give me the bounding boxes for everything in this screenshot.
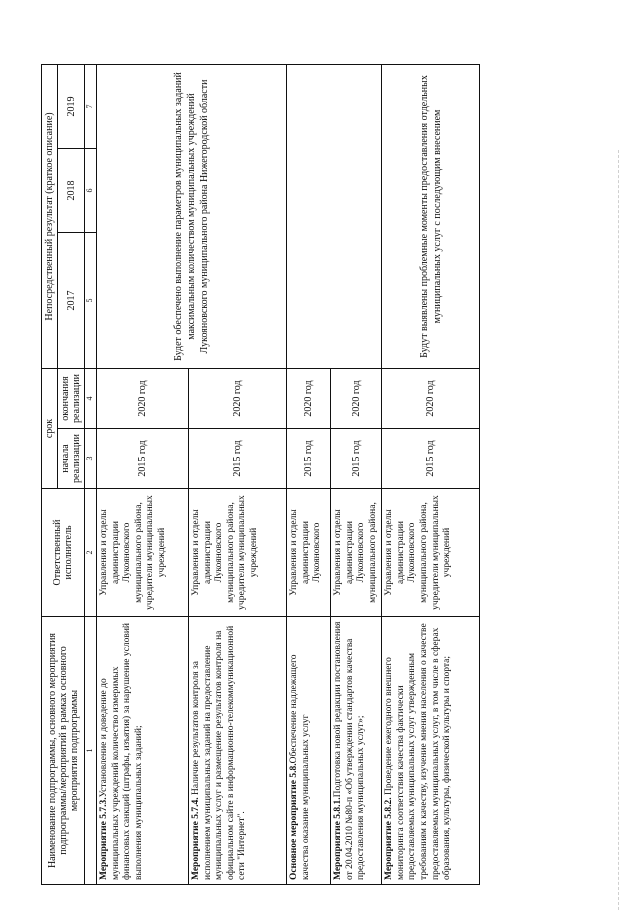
executor-cell: Управления и отделы администрации Лукояновского муниципального района,	[331, 489, 382, 617]
executor-cell: Управления и отделы администрации Лукояновского	[287, 489, 331, 617]
start-year-cell: 2015 год	[382, 429, 480, 489]
activity-cell	[189, 617, 287, 885]
activity-cell	[97, 617, 189, 885]
end-year-cell: 2020 год	[189, 368, 287, 428]
column-number: 3	[85, 429, 97, 489]
result-cell: Будут выявлены проблемные моменты предоставления отдельных муниципальных услуг с последующим внесением	[382, 64, 480, 368]
header-name: Наименование подпрограммы, основного мероприятия подпрограммы/мероприятий в рамках основного мероприятия подпрограммы	[42, 617, 85, 885]
activity-code: Основное мероприятие 5.8.	[289, 763, 299, 880]
column-number: 5	[85, 232, 97, 368]
activity-cell	[331, 617, 382, 885]
program-table	[41, 64, 480, 885]
activity-code: Мероприятие 5.8.2.	[384, 797, 395, 880]
activity-cell	[382, 617, 480, 885]
table-row	[97, 64, 189, 884]
table-row	[382, 64, 480, 884]
start-year-cell: 2015 год	[97, 429, 189, 489]
activity-cell	[287, 617, 331, 885]
end-year-cell: 2020 год	[97, 368, 189, 428]
executor-cell: Управления и отделы администрации Лукояновского муниципального района, учредители муниципальных учреждений	[189, 489, 287, 617]
activity-code: Мероприятие 5.7.3.	[99, 797, 109, 880]
start-year-cell: 2015 год	[287, 429, 331, 489]
activity-text: Подготовка новой редакции постановления от 20.04.2010 №80-п «Об утверждении стандартов качества предоставления муниципальных услуг»;	[333, 621, 367, 880]
activity-text: Наличие результатов контроля за исполнением муниципальных заданий на предоставление муниципальных услуг и размещение результатов контроля на официальном сайте в информационно-телекоммуникационной сети "Интернет".	[191, 625, 248, 880]
activity-code: Мероприятие 5.7.4.	[191, 797, 201, 880]
activity-text: Проведение ежегодного внешнего мониторинга соответствия качества фактически предоставляемых муниципальных услуг утвержденным требованиям к качеству, изучение мнения населения о качестве предоставляемых муниципальных услуг, в том числе в сферах образования, культуры, физической культуры и спорта;	[384, 623, 453, 880]
header-executor: Ответственный исполнитель	[42, 489, 85, 617]
activity-code: Мероприятие 5.8.1.	[333, 797, 343, 880]
start-year-cell: 2015 год	[331, 429, 382, 489]
table-row	[287, 64, 331, 884]
header-row-1	[42, 64, 58, 884]
header-term: срок	[42, 368, 58, 488]
column-number: 2	[85, 489, 97, 617]
header-result: Непосредственный результат (краткое описание)	[42, 64, 58, 368]
start-year-cell: 2015 год	[189, 429, 287, 489]
table-container	[41, 65, 556, 885]
end-year-cell: 2020 год	[287, 368, 331, 428]
column-number-row	[85, 64, 97, 884]
header-end: окончания реализации	[58, 368, 85, 428]
column-number: 1	[85, 617, 97, 885]
header-year-2019: 2019	[58, 64, 85, 148]
page-edge-line	[618, 150, 619, 910]
result-cell: Будет обеспечено выполнение параметров муниципальных заданий максимальным количеством муниципальных учреждений Лукояновского муниципального района Нижегородской области	[97, 64, 287, 368]
header-start: начала реализации	[58, 429, 85, 489]
header-year-2017: 2017	[58, 232, 85, 368]
end-year-cell: 2020 год	[331, 368, 382, 428]
activity-text: Установление и доведение до муниципальных учреждений количество измеримых финансовых санкций (штрафы, изъятия) за нарушение условий выполнения муниципальных заданий;	[99, 623, 144, 880]
activity-text: Обеспечение надлежащего качества оказание муниципальных услуг	[289, 654, 311, 880]
header-year-2018: 2018	[58, 148, 85, 232]
column-number: 4	[85, 368, 97, 428]
executor-cell: Управления и отделы администрации Лукояновского муниципального района, учредители муниципальных учреждений	[382, 489, 480, 617]
rotated-table-frame	[41, 65, 556, 885]
end-year-cell: 2020 год	[382, 368, 480, 428]
executor-cell: Управления и отделы администрации Лукояновского муниципального района, учредители муниципальных учреждений	[97, 489, 189, 617]
column-number: 6	[85, 148, 97, 232]
result-cell-empty	[287, 64, 382, 368]
column-number: 7	[85, 64, 97, 148]
